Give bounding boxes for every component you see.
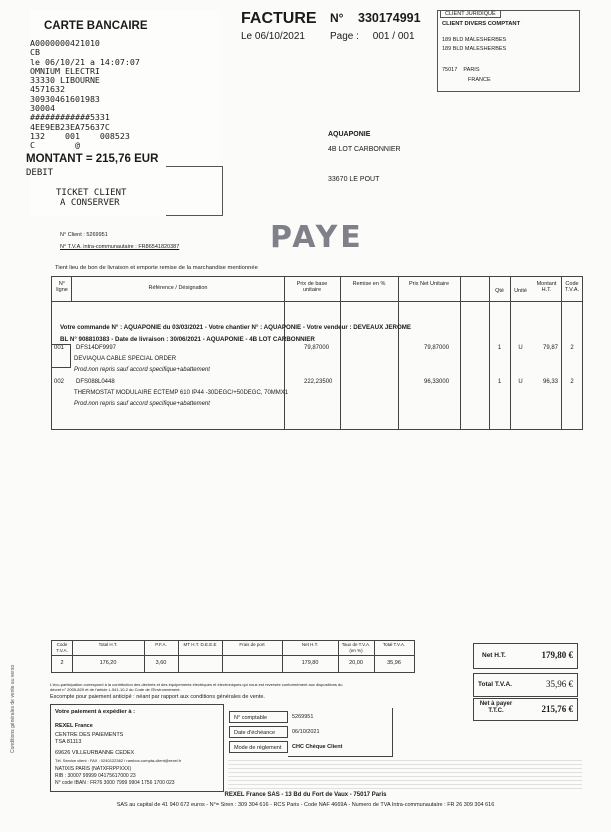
summary-cell: 35,96 [387, 660, 401, 666]
item-unit: U [518, 379, 523, 385]
item-amount: 96,33 [542, 379, 558, 385]
reg-value-box [288, 708, 393, 757]
payment-center: CENTRE DES PAIEMENTS [55, 732, 124, 738]
receipt-header: CARTE BANCAIRE [44, 20, 148, 32]
receipt-line: le 06/10/21 a 14:07:07 [30, 56, 140, 67]
client-juridique-country: FRANCE [468, 77, 491, 83]
receipt-line: 4571632 [30, 84, 65, 95]
item-amount: 79,87 [542, 345, 558, 351]
th-reference: Référence / Désignation [148, 285, 208, 291]
item-qty: 1 [497, 345, 502, 351]
client-juridique-name: CLIENT DIVERS COMPTANT [442, 21, 521, 27]
invoice-page: Page : 001 / 001 [330, 31, 415, 42]
footer-line-2: SAS au capital de 41 940 672 euros - N°= Siren : 309 304 616 - RCS Paris - Code NAF 4669A - Numero de TVA Intra-communautaire : FR 26 309 304 616 [116, 802, 495, 808]
invoice-title: FACTURE [241, 10, 317, 27]
payment-rib: RIB : 30007 99999 04175617000 23 [55, 773, 136, 779]
payment-box [50, 704, 224, 792]
delivery-note: Tient lieu de bon de livraison et emporte remise de la marchandise mentionnée [55, 265, 258, 271]
item-qty: 1 [497, 379, 502, 385]
item-tva-code: 2 [570, 345, 574, 351]
payment-city: 69626 VILLEURBANNE CEDEX [55, 750, 135, 756]
fine-print [228, 760, 582, 790]
paid-stamp: PAYE [270, 220, 364, 255]
invoice-number-label: N° [330, 11, 344, 25]
echeance-label: Date d'échéance [229, 726, 288, 738]
total-tva-label: Total T.V.A. [478, 681, 512, 688]
summary-cell: 2 [60, 660, 64, 666]
th-net-price: Prix Net Unitaire [408, 281, 450, 287]
item-ref: DFS088L0448 [76, 379, 115, 385]
net-ht-value: 179,80 € [541, 650, 573, 660]
ttc-label: Net à payer T.T.C. [479, 701, 513, 714]
tva-number: N° T.V.A. intra-communautaire : FR86541820387 [60, 244, 180, 250]
item-net-price: 96,33000 [424, 379, 450, 385]
receipt-line: OMNIUM ELECTRI [30, 65, 100, 76]
th-base-price: Prix de base unitaire [296, 281, 328, 293]
th-amount: Montant H.T. [536, 281, 557, 293]
ttc-row [473, 698, 578, 721]
summary-header: Total H.T. [98, 642, 118, 647]
item-net-price: 79,87000 [424, 345, 450, 351]
summary-table [51, 640, 415, 673]
item-ref: DFS14DF9997 [76, 345, 117, 351]
payment-title: Votre paiement à expédier à : [55, 709, 136, 715]
payment-tsa: TSA 81113 [55, 739, 82, 745]
client-number: N° Client : 5269951 [60, 232, 108, 238]
summary-cell: 176,20 [99, 660, 117, 666]
receipt-line: ############5331 [30, 112, 110, 123]
ship-to-addr: 4B LOT CARBONNIER [328, 146, 401, 153]
receipt-keep-1: TICKET CLIENT [56, 188, 127, 198]
bl-line: BL N° 908810383 - Date de livraison : 30/06/2021 - AQUAPONIE - 4B LOT CARBONNIER [60, 336, 315, 343]
summary-header: Net H.T. [301, 642, 319, 647]
legal-side-text: Conditions générales de vente au verso [10, 664, 16, 753]
payment-service: Tél. Service client : FAX : 0240122362 / rambox-compta-client@rexel.fr [55, 758, 182, 763]
th-discount: Remise en % [352, 281, 386, 287]
mode-value: CHC Chèque Client [292, 744, 343, 750]
summary-header: Code T.V.A. [56, 642, 68, 653]
receipt-line: 132 001 008523 [30, 130, 130, 141]
receipt-line: CB [30, 47, 40, 58]
item-note: Prod.non repris sauf accord specifique+abattement [74, 367, 210, 373]
th-line-no: N° ligne [56, 281, 68, 293]
invoice-date: Le 06/10/2021 [241, 31, 305, 42]
receipt-line: 30004 [30, 103, 55, 114]
item-unit: U [518, 345, 523, 351]
summary-header: Frais de port [239, 642, 265, 647]
client-juridique-addr2: 189 BLD MALESHERBES [442, 46, 507, 52]
client-juridique-addr1: 189 BLD MALESHERBES [442, 37, 507, 43]
invoice-number: 330174991 [358, 11, 421, 25]
item-desc: DEVIAQUA CABLE SPECIAL ORDER [74, 356, 177, 362]
th-unit: Unité [514, 288, 527, 294]
comptable-label: N° comptable [229, 711, 288, 723]
client-juridique-city: 75017 PARIS [442, 67, 480, 73]
lines-table [51, 276, 583, 430]
receipt-line: A0000000421010 [30, 38, 100, 48]
payment-iban: N° code IBAN : FR76 3000 7999 9904 1756 1700 023 [55, 780, 175, 786]
total-tva-row [473, 673, 578, 697]
summary-cell: 179,80 [301, 660, 319, 666]
th-tva-code: Code T.V.A. [564, 281, 580, 293]
summary-header: Taux de T.V.A. (en %) [341, 642, 371, 653]
item-base-price: 222,23500 [304, 379, 333, 385]
echeance-value: 06/10/2021 [292, 729, 320, 735]
total-tva-value: 35,96 € [546, 679, 573, 689]
receipt-lines [30, 39, 140, 151]
order-line: Votre commande N° : AQUAPONIE du 03/03/2021 - Votre chantier N° : AQUAPONIE - Votre vendeur : DEVEAUX JEROME [60, 324, 412, 331]
receipt-debit: DEBIT [26, 168, 54, 178]
receipt-line: 30930461601983 [30, 93, 100, 104]
client-box [166, 166, 223, 216]
receipt-line: 33330 LIBOURNE [30, 75, 100, 86]
net-ht-label: Net H.T. [482, 652, 506, 659]
summary-cell: 20,00 [349, 660, 363, 666]
net-ht-row [473, 643, 578, 669]
item-base-price: 79,87000 [304, 345, 330, 351]
summary-header: Total T.V.A. [382, 642, 406, 647]
item-desc: THERMOSTAT MODULAIRE ECTEMP 610 IP44 -30DEGC/+50DEGC, 70MMX1 [74, 390, 289, 396]
footer-line-1: REXEL France SAS - 13 Bd du Fort de Vaux - 75017 Paris [224, 792, 387, 798]
client-juridique-box [437, 10, 580, 92]
client-juridique-tag: CLIENT JURIDIQUE [440, 10, 501, 18]
item-line-no: 001 [54, 345, 65, 351]
receipt-line: C @ [30, 140, 80, 151]
item-no-box [51, 344, 71, 368]
receipt-keep-2: A CONSERVER [60, 198, 120, 208]
payment-bank: NATIXIS PARIS (NATXFRPPXXX) [55, 766, 132, 772]
item-line-no: 002 [54, 379, 65, 385]
item-note: Prod.non repris sauf accord specifique+abattement [74, 401, 210, 407]
legal-discount: Escompte pour paiement anticipé : néant par rapport aux conditions générales de vente. [50, 694, 265, 700]
ttc-value: 215,76 € [541, 704, 573, 714]
ship-to-name: AQUAPONIE [328, 131, 371, 138]
totals-box [473, 643, 578, 718]
receipt-line: 4EE9EB23EA75637C [30, 121, 110, 132]
receipt-amount: MONTANT = 215,76 EUR [26, 153, 159, 165]
payment-company: REXEL France [55, 723, 93, 729]
ship-to-city: 33670 LE POUT [328, 176, 380, 183]
legal-penalty: L'éco-participation correspond à la contribution des déchets et des équipements électriques et électroniques qui nous est reversée conformément aux dispositions du décret n° 2005-829 et de l'article L.541-10-2 du Code de l'Environnement. [50, 682, 343, 692]
summary-cell: 3,60 [155, 660, 167, 666]
mode-label: Mode de règlement [229, 741, 288, 753]
th-qty: Qté [495, 288, 504, 294]
comptable-value: 5269951 [292, 714, 314, 720]
item-tva-code: 2 [570, 379, 574, 385]
summary-header: P.F.A. [155, 642, 167, 647]
summary-header: MT H.T. D.E.E.E [183, 642, 217, 647]
